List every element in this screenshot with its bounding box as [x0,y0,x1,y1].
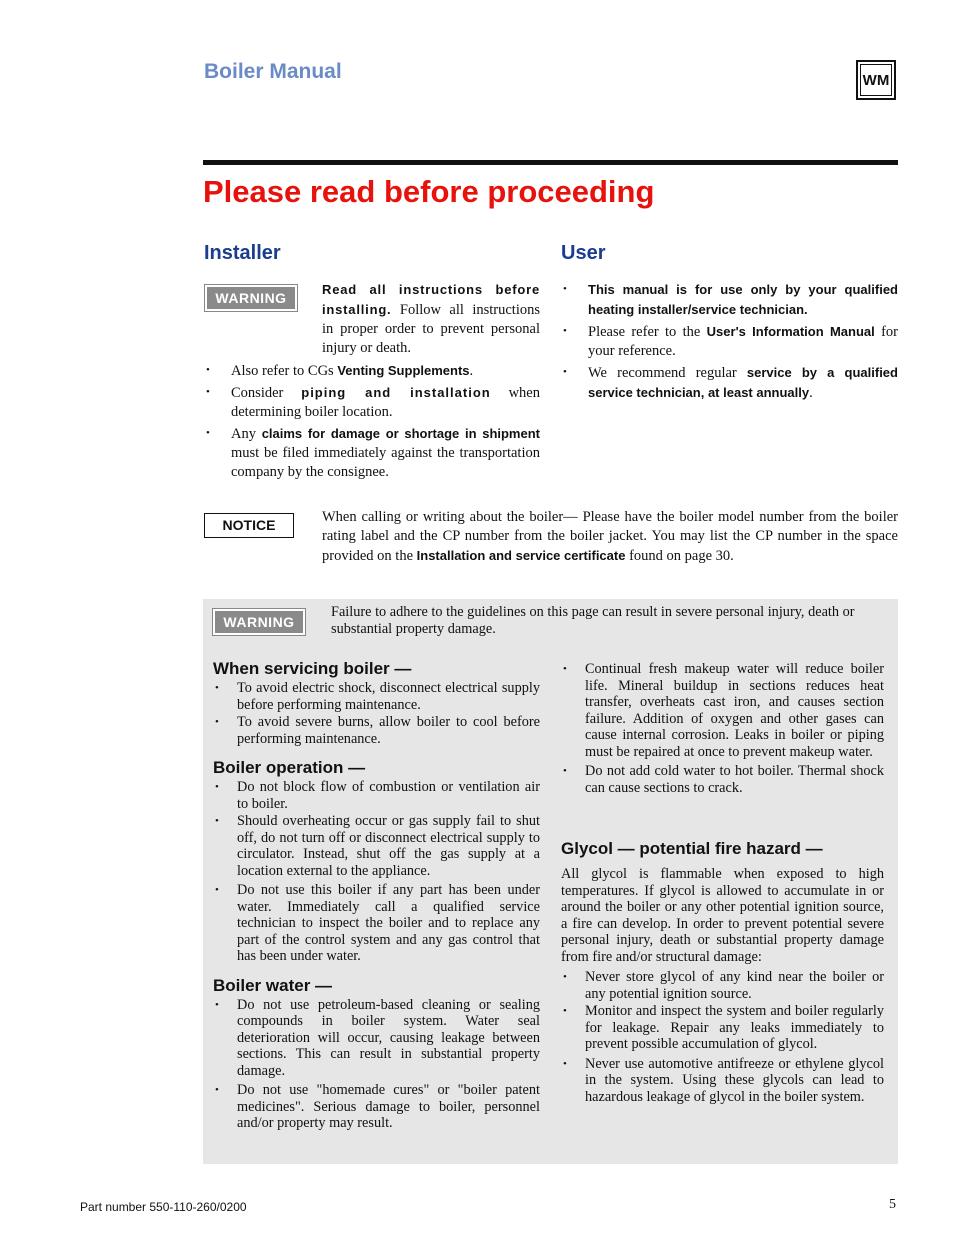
installer-list [204,361,540,484]
installer-warning-text: Read all instructions before installing. Follow all instructions in proper order to prevent personal injury or death. [322,282,540,356]
list-item: • We recommend regular service by a qualified service technician, at least annually. [561,363,898,403]
list-item: • Consider piping and installation when determining boiler location. [204,383,540,422]
notice-badge: NOTICE [204,513,294,538]
user-list [561,280,898,405]
installer-warning-badge: WARNING [205,285,297,311]
list-item: • Monitor and inspect the system and boiler regularly for leakage. Repair any leaks immediately to prevent possible accumulation of glycol. [561,1003,884,1053]
list-item: • Do not block flow of combustion or ventilation air to boiler. [213,779,540,812]
list-item: • Any claims for damage or shortage in shipment must be filed immediately against the transportation company by the consignee. [204,424,540,482]
list-item: • Never use automotive antifreeze or ethylene glycol in the system. Using these glycols can lead to hazardous leakage of glycol in the boiler system. [561,1056,884,1106]
logo-mark: WM [860,64,892,96]
list-item: • Never store glycol of any kind near the boiler or any potential ignition source. [561,969,884,1002]
makeup-list [561,661,884,796]
list-item: • This manual is for use only by your qualified heating installer/service technician. [561,280,898,320]
part-number: Part number 550-110-260/0200 [80,1200,247,1214]
list-item: • Should overheating occur or gas supply fail to shut off, do not turn off or disconnect electrical supply to circulator. Instead, shut off the gas supply at a location external to the appliance. [213,813,540,879]
glycol-intro: All glycol is flammable when exposed to high temperatures. If glycol is allowed to accumulate in or around the boiler or any other potential ignition source, a fire can develop. In order to prevent potential severe personal injury, death or substantial property damage from fire and/or structural damage: [561,866,884,965]
box-warning-text: Failure to adhere to the guidelines on this page can result in severe personal injury, death or substantial property damage. [331,604,855,637]
box-left-column [213,659,540,1133]
box-warning-badge: WARNING [213,609,305,635]
brand-logo [856,60,896,100]
page-title: Please read before proceeding [203,174,655,209]
glycol-list [561,969,884,1105]
operation-heading: Boiler operation — [213,758,366,777]
list-item: • Do not use petroleum-based cleaning or sealing compounds in boiler system. Water seal deterioration will occur, causing leakage between sections. This can result in substantial property damage. [213,997,540,1080]
glycol-heading: Glycol — potential fire hazard — [561,839,823,858]
water-heading: Boiler water — [213,975,333,995]
list-item: • To avoid severe burns, allow boiler to cool before performing maintenance. [213,714,540,747]
servicing-list [213,680,540,747]
list-item: • Do not add cold water to hot boiler. Thermal shock can cause sections to crack. [561,763,884,796]
list-item: • To avoid electric shock, disconnect electrical supply before performing maintenance. [213,680,540,713]
user-heading: User [561,242,606,264]
water-list [213,997,540,1132]
title-rule [203,160,898,165]
list-item: • Continual fresh makeup water will reduce boiler life. Mineral buildup in sections reduces heat transfer, overheats cast iron, and causes section failure. Addition of oxygen and other gases can cause internal corrosion. Leaks in boiler or piping must be repaired at once to prevent makeup water. [561,661,884,760]
box-right-column [561,661,884,1106]
warning-box [203,599,898,1164]
notice-text: When calling or writing about the boiler— Please have the boiler model number from the boiler rating label and the CP number from the boiler jacket. You may list the CP number in the space provided on the Installation and service certificate found on page 30. [322,509,898,564]
list-item: • Do not use "homemade cures" or "boiler patent medicines". Serious damage to boiler, personnel and/or property may result. [213,1082,540,1132]
installer-heading: Installer [204,242,281,264]
list-item: • Please refer to the User's Information Manual for your reference. [561,322,898,361]
servicing-heading: When servicing boiler — [213,659,412,678]
list-item: • Also refer to CGs Venting Supplements. [204,361,540,381]
page-number: 5 [889,1197,896,1212]
header-title: Boiler Manual [204,60,342,83]
list-item: • Do not use this boiler if any part has been under water. Immediately call a qualified service technician to inspect the boiler and to replace any part of the control system and any gas control that has been under water. [213,882,540,965]
operation-list [213,779,540,965]
